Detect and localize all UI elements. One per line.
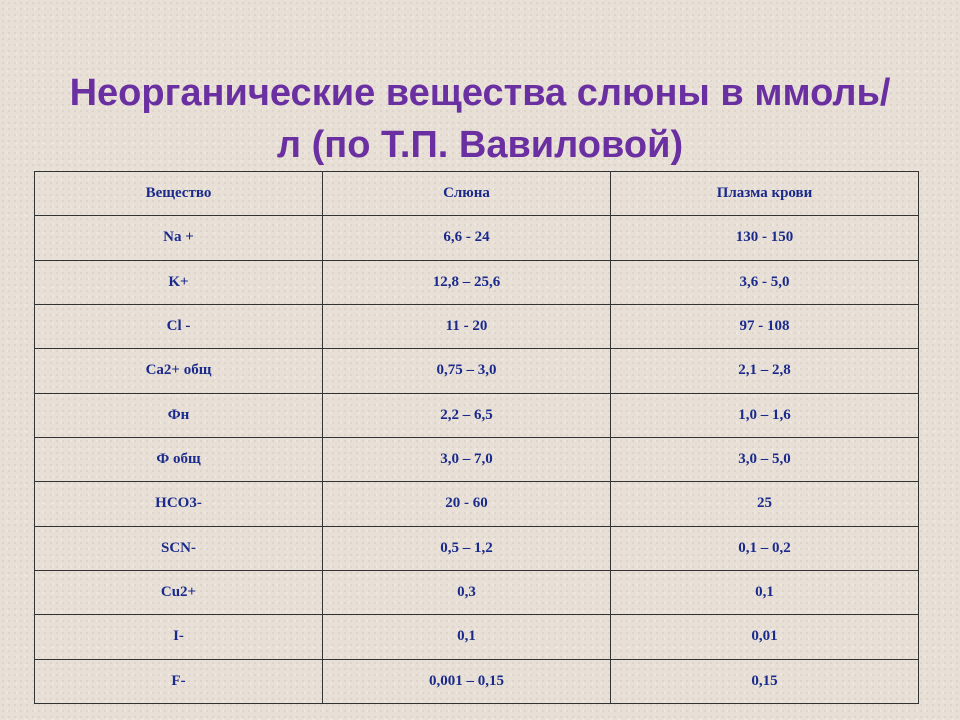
cell-plasma: 130 - 150 [611, 216, 919, 260]
cell-plasma: 0,1 – 0,2 [611, 526, 919, 570]
cell-substance: Cl - [35, 304, 323, 348]
page-title [0, 67, 960, 171]
cell-saliva: 2,2 – 6,5 [323, 393, 611, 437]
cell-saliva: 0,001 – 0,15 [323, 659, 611, 703]
cell-substance: Cu2+ [35, 570, 323, 614]
table-header-row [35, 172, 919, 216]
title-line-1: Неорганические вещества слюны в ммоль/ [69, 72, 891, 115]
table-row [35, 216, 919, 260]
cell-substance: SCN- [35, 526, 323, 570]
header-saliva: Слюна [323, 172, 611, 216]
cell-saliva: 20 - 60 [323, 482, 611, 526]
cell-plasma: 0,15 [611, 659, 919, 703]
cell-saliva: 3,0 – 7,0 [323, 437, 611, 481]
cell-substance: Ф общ [35, 437, 323, 481]
cell-plasma: 0,1 [611, 570, 919, 614]
cell-substance: Na + [35, 216, 323, 260]
header-plasma: Плазма крови [611, 172, 919, 216]
table-row [35, 349, 919, 393]
cell-saliva: 12,8 – 25,6 [323, 260, 611, 304]
cell-substance: Ca2+ общ [35, 349, 323, 393]
table-row [35, 615, 919, 659]
cell-plasma: 3,6 - 5,0 [611, 260, 919, 304]
cell-plasma: 97 - 108 [611, 304, 919, 348]
cell-saliva: 0,3 [323, 570, 611, 614]
cell-saliva: 11 - 20 [323, 304, 611, 348]
cell-substance: Фн [35, 393, 323, 437]
table-row [35, 437, 919, 481]
cell-plasma: 3,0 – 5,0 [611, 437, 919, 481]
cell-substance: K+ [35, 260, 323, 304]
saliva-composition-table [34, 171, 919, 704]
table-row [35, 526, 919, 570]
cell-plasma: 0,01 [611, 615, 919, 659]
cell-plasma: 25 [611, 482, 919, 526]
cell-saliva: 0,1 [323, 615, 611, 659]
cell-saliva: 0,75 – 3,0 [323, 349, 611, 393]
table-row [35, 304, 919, 348]
cell-substance: I- [35, 615, 323, 659]
cell-saliva: 6,6 - 24 [323, 216, 611, 260]
table-row [35, 570, 919, 614]
cell-substance: F- [35, 659, 323, 703]
table-row [35, 659, 919, 703]
cell-plasma: 2,1 – 2,8 [611, 349, 919, 393]
cell-plasma: 1,0 – 1,6 [611, 393, 919, 437]
cell-substance: HCO3- [35, 482, 323, 526]
cell-saliva: 0,5 – 1,2 [323, 526, 611, 570]
title-line-2: л (по Т.П. Вавиловой) [276, 124, 684, 167]
header-substance: Вещество [35, 172, 323, 216]
table-row [35, 260, 919, 304]
table-row [35, 393, 919, 437]
table-row [35, 482, 919, 526]
